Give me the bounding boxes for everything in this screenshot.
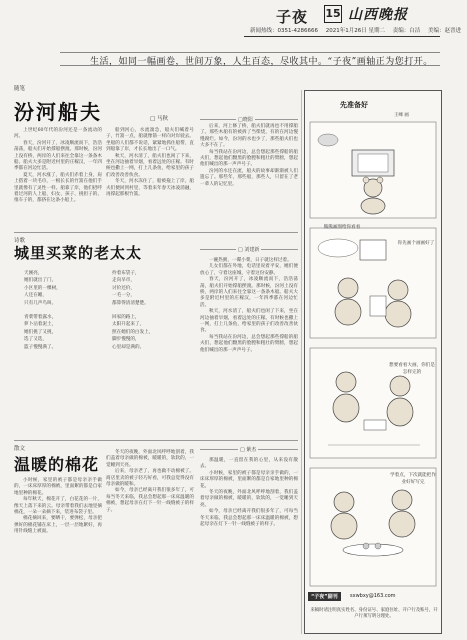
article1-para: 秋天，河水清了，船夫们也闲了下来，坐在河边抽着旱烟，看着远处的庄稼。有时候也撒上一网，打上几条鱼，给家里的孩子们改善改善伙食。: [106, 153, 194, 178]
poem-stanza: 天刚亮， 她们就出了门， 小区里的一棵树， 人还在睡， 只有几声鸟叫。: [24, 271, 61, 306]
article2-para: 一碗热粥，一碟小菜，日子就这样过着。: [209, 258, 292, 263]
article1-para: 夏天，河水涨了，船夫们赤着上身，肩上搭着一块毛巾，一根长长的竹篙在他们手里就像有了灵性一样。船靠了岸，他们招呼着过河的人上船，妇女、孩子、挑担子的、推车子的，都挤在这条小船上。: [14, 172, 102, 204]
footer-tag: “子夜”副刊: [308, 592, 341, 601]
article1-para: 汾河的水还在流，船夫的故事却渐渐被人们遗忘了。那些年，那些船，那些人，只留在了老一辈人的记忆里。: [200, 168, 298, 187]
issue-date: 2021年1月26日 星期二: [325, 28, 385, 34]
article3-para: 小时候，家里的被子都是母亲亲手做的，一床床厚厚的棉被，里面絮的都是自家地里种的棉花。: [14, 478, 102, 496]
article3-para: 小时候，家里的被子都是母亲亲手做的，一床床厚厚的棉被，里面絮的都是自家地里种的棉花。: [200, 470, 298, 489]
newspaper-name: 山西晚报: [348, 7, 408, 23]
divider: [14, 440, 298, 441]
article3-title: 温暖的棉花: [14, 455, 100, 474]
comic-title: 先准备好: [340, 100, 368, 109]
comic-illustration: [308, 120, 438, 590]
column-divider: [301, 90, 302, 634]
article3-tag: 散文: [14, 446, 26, 452]
article2-tag: 诗歌: [14, 238, 26, 244]
article1-tag: 随笔: [14, 86, 26, 92]
designer: 美编：赵晋进: [428, 28, 462, 34]
article3-para: 冬天的夜晚，外面北风呼呼地刮着，我们盖着母亲做的棉被，暖暖的，软软的，一觉睡到天亮。: [106, 450, 194, 468]
article3-para: 如今，母亲已经离开我们很多年了，可每当冬天来临，我总会想起那一床床温暖的棉被，想起母亲在灯下一针一线缝被子的样子。: [106, 488, 194, 513]
article1-para: 船到河心，水流湍急，船夫们喊着号子，竹篙一点，船就像箭一样向对岸驶去。坐船的人们都不说话，紧紧地抓住船帮，直到船靠了岸，才长长地出了一口气。: [106, 128, 194, 153]
article2-para: 秋天，河水清了，船夫们也闲了下来，坐在河边抽着旱烟，看着远处的庄稼。有时候也撒上一网，打上几条鱼，给家里的孩子们改善改善伙食。: [200, 309, 298, 334]
article3-para: 那温暖，一直留在我的心里，从来没有散去。: [200, 458, 298, 470]
article3-author: □ 紫杰: [240, 447, 257, 453]
article2-title: 城里买菜的老太太: [14, 244, 143, 262]
article3-col2: [106, 450, 194, 634]
article1-author: □ 马秋: [150, 116, 168, 122]
article3-para: 冬天的夜晚，外面北风呼呼地刮着，我们盖着母亲做的棉被，暖暖的，软软的，一觉睡到天亮。: [200, 490, 298, 508]
header-info: [250, 26, 467, 34]
divider: [14, 232, 298, 233]
article1-para: 春天，汾河开了，冰凌顺流而下，浩浩荡荡，船夫们开始撑船摆渡。那时候，汾河上没有桥，两岸的人们来往全靠这一条条木船。船夫大多是附近村里的庄稼汉，一年四季都在河边忙活。: [14, 140, 102, 172]
comic-caption-4: 学着点，下次就能把作业好好写完: [390, 473, 436, 485]
article1-title: 汾河船夫: [14, 100, 102, 124]
comic-frame-1: [310, 122, 436, 218]
comic-caption-2: 你先画个画画好了: [397, 241, 435, 246]
tagline: 生活，如同一幅画卷，世间万象，人生百态，尽收其中。“子夜”画轴正为您打开。: [90, 57, 433, 67]
comic-caption-1: 熊熊画图给你看看: [323, 225, 361, 230]
page-number: 15: [324, 5, 342, 23]
article1-para: 每当我站在汾河边，总会想起那些撑船的船夫们，想起他们黝黑的脸膛和粗壮的臂膀，想起他们喊出的那一声声号子。: [200, 149, 298, 168]
masthead: [0, 0, 462, 48]
article2-para: 每当我站在汾河边，总会想起那些撑船的船夫们，想起他们黝黑的脸膛和粗壮的臂膀，想起他们喊出的那一声声号子。: [200, 334, 298, 353]
submission-note: 来稿时请注明真实姓名、身份证号、家庭住址、开户行及账号，开户行须写明分理处。: [310, 608, 438, 619]
header-rule: [244, 36, 440, 37]
article2-para: 儿女们都在外地，电话里说着平安，她们便放心了，守着这座城，守着这份安静。: [200, 264, 298, 276]
article2-para: 春天，汾河开了，冰凌顺流而下，浩浩荡荡，船夫们开始撑船摆渡。那时候，汾河上没有桥，两岸的人们来往全靠这一条条木船。船夫大多是附近村里的庄稼汉，一年四季都在河边忙活。: [200, 277, 298, 308]
article3-para: 每年秋天，棉花开了，白花花的一片，像天上落下来的云。母亲带着我们去地里摘棉花，一朵一朵摘下来，装进布袋子里。: [14, 497, 102, 516]
article2-col3: [200, 258, 298, 438]
poem-stanza: 回家的路上， 太阳升起来了， 照在她们的白发上， 脚步慢慢的， 心里却是满的。: [112, 315, 154, 350]
comic-author: 王峰 画: [394, 113, 409, 118]
section-name: 子夜: [276, 8, 309, 26]
article2-author: □ 刘建新: [238, 247, 260, 253]
article3-para: 如今，母亲已经离开我们很多年了，可每当冬天来临，我总会想起那一床床温暖的棉被，想起母亲在灯下一针一线缝被子的样子。: [200, 509, 298, 528]
article1-illus-label: □晓阳: [238, 117, 253, 123]
editor: 责编：白洁: [392, 28, 421, 34]
poem-stanza: 青菜带着露水， 萝卜沾着泥土， 她们挑了又挑， 选了又选， 篮子慢慢满了。: [24, 315, 57, 350]
hotline: 新闻热线：0351-4286666: [250, 28, 318, 34]
article1-para: 后来，河上修了桥，船夫们就再也不用撑船了。那些木船有的被拆了当柴烧，有的在河边慢慢腐烂。如今，汾河的水也少了，那些船夫们也大多不在了。: [200, 124, 298, 149]
poem-stanza: 拎着布袋子， 走向早市， 讨价还价， 一毛一分， 都算得清清楚楚。: [112, 271, 149, 306]
article3-para: 后来，母亲老了，再也做不动棉被了。商店里卖的被子轻巧好看，可我总觉得没有母亲做的暖和。: [106, 469, 194, 488]
article1-para: 冬天，河水冻住了，船被拖上了岸，船夫们便回到村里，等着来年春天冰凌消融，再撑起那根竹篙。: [106, 179, 194, 198]
article3-col1: [14, 478, 102, 634]
article1-para: 上世纪60年代的汾河还是一条流动的河。: [14, 128, 102, 140]
article1-col2: [106, 128, 194, 228]
article3-col3: [200, 458, 298, 634]
article1-col3: [200, 124, 298, 228]
article3-para: 棉花摘回来，要晒干，要弹松，母亲把弹好的棉花铺在床上，一层一层地絮好，再用针线缝上被面。: [14, 516, 102, 535]
comic-caption-3: 想要看看大画，你们是怎样完的: [389, 363, 435, 375]
article1-col1: [14, 128, 102, 228]
submission-email[interactable]: sxwbxy@163.com: [350, 593, 396, 599]
